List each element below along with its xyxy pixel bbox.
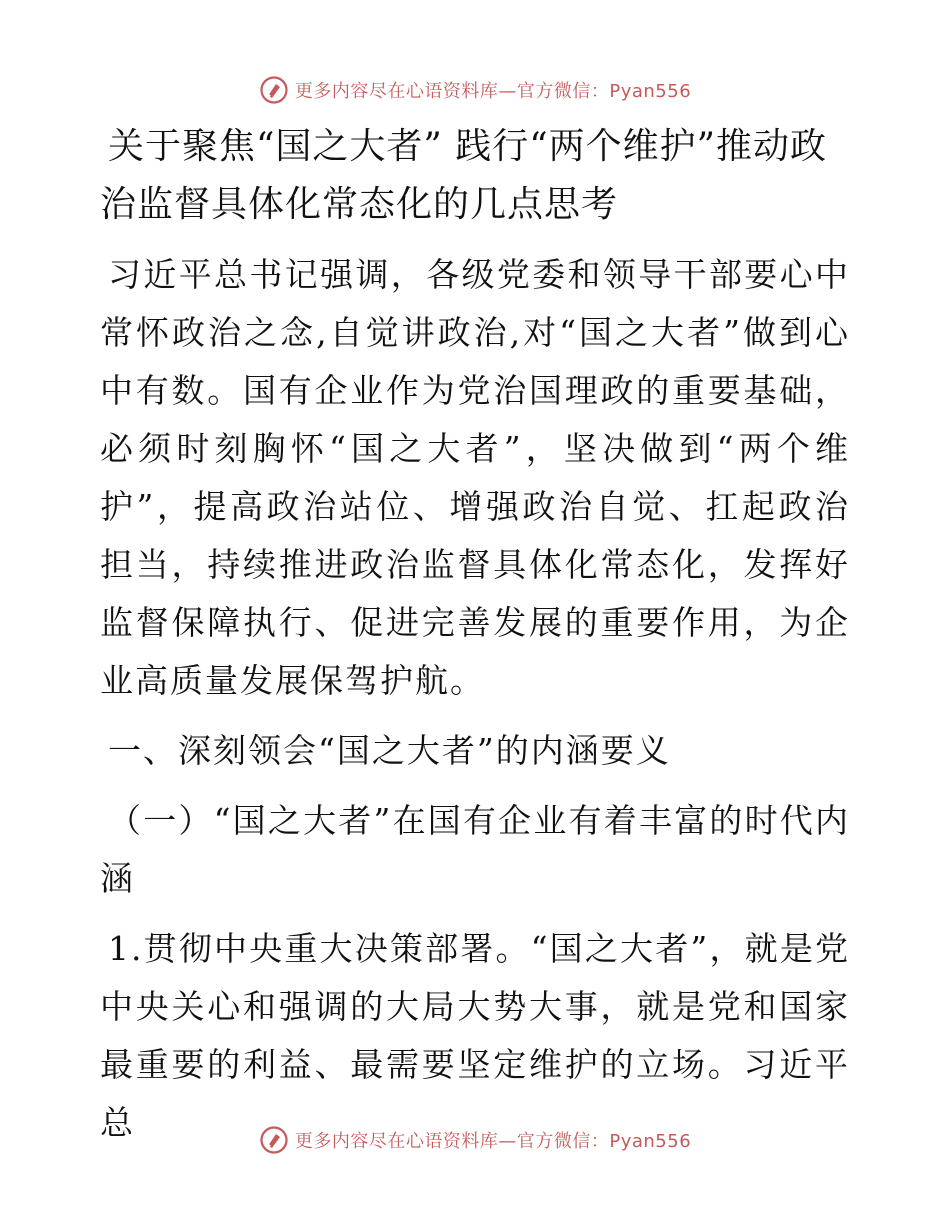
footer-watermark: [0, 1120, 950, 1160]
intro-paragraph: 习近平总书记强调，各级党委和领导干部要心中常怀政治之念,自觉讲政治,对“国之大者”做到心中有数。国有企业作为党治国理政的重要基础，必须时刻胸怀“国之大者”，坚决做到“两个维护”，提高政治站位、增强政治自觉、扛起政治担当，持续推进政治监督具体化常态化，发挥好监督保障执行、促进完善发展的重要作用，为企业高质量发展保驾护航。: [100, 255, 850, 700]
document-body: [100, 118, 850, 1164]
numbered-paragraph-1: 1.贯彻中央重大决策部署。“国之大者”，就是党中央关心和强调的大局大势大事，就是党和国家最重要的利益、最需要坚定维护的立场。习近平总: [100, 929, 850, 1142]
section-heading-1: 一、深刻领会“国之大者”的内涵要义: [108, 731, 671, 770]
document-title: 关于聚焦“国之大者” 践行“两个维护”推动政治监督具体化常态化的几点思考: [100, 126, 828, 225]
pen-nib-logo-icon: [259, 75, 289, 105]
watermark-text: 更多内容尽在心语资料库—官方微信：Pyan556: [294, 81, 692, 102]
subsection-heading-1: （一）“国之大者”在国有企业有着丰富的时代内涵: [100, 801, 850, 898]
watermark-text: 更多内容尽在心语资料库—官方微信：Pyan556: [294, 1131, 692, 1152]
pen-nib-logo-icon: [259, 1125, 289, 1155]
header-watermark: [0, 70, 950, 110]
